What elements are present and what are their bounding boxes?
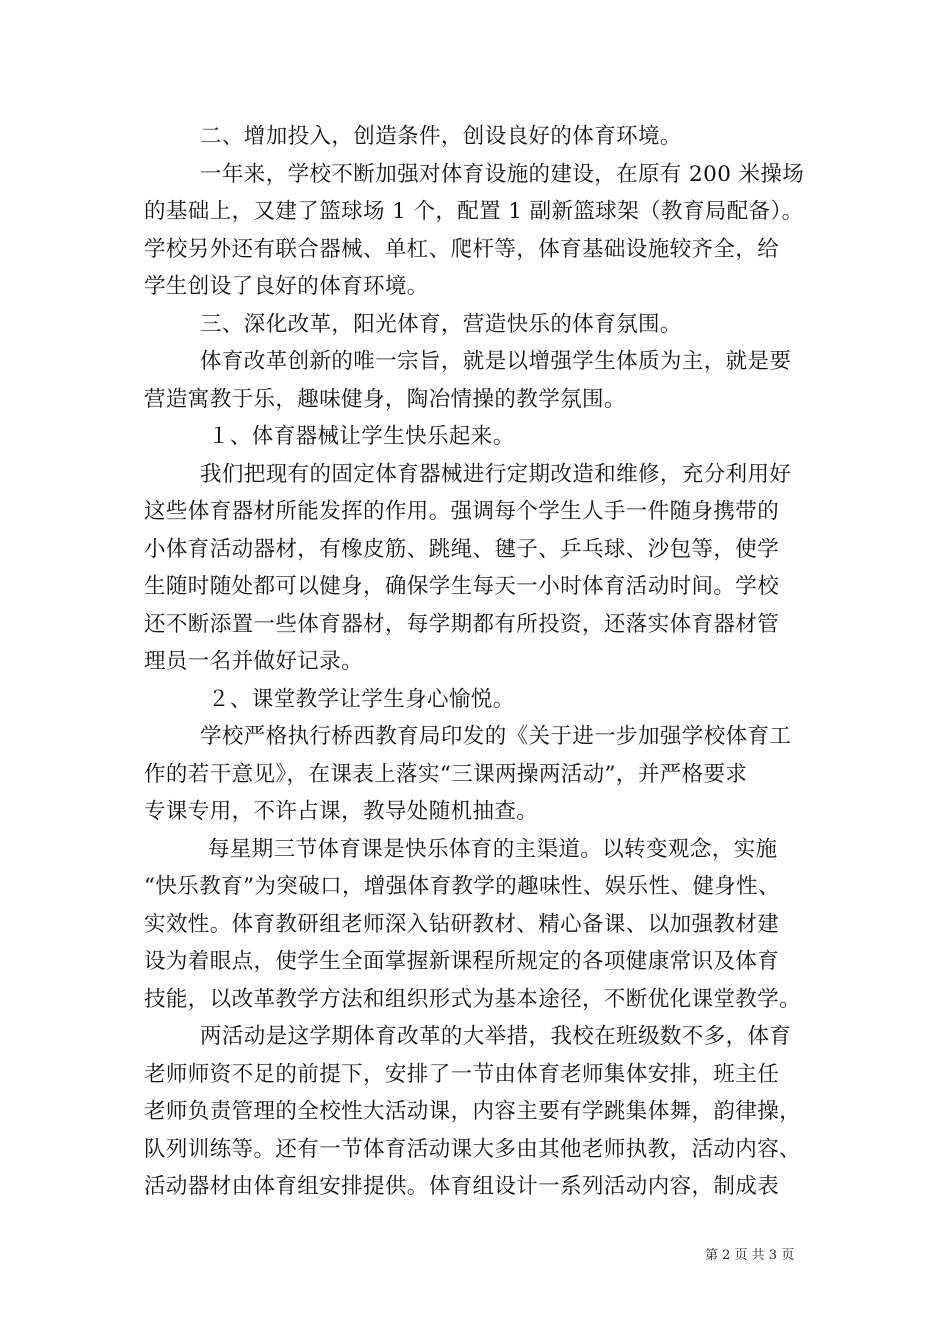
paragraph-line: 两活动是这学期体育改革的大举措，我校在班级数不多，体育 [200,1024,792,1049]
paragraph-line: 每星期三节体育课是快乐体育的主渠道。以转变观念，实施 [208,836,778,862]
paragraph-line: 实效性。体育教研组老师深入钻研教材、精心备课、以加强教材建 [144,911,780,937]
paragraph-line: 小体育活动器材，有橡皮筋、跳绳、毽子、乒乓球、沙包等，使学 [144,536,780,562]
paragraph-line: 营造寓教于乐，趣味健身，陶冶情操的教学氛围。 [144,386,626,412]
paragraph-line: 理员一名并做好记录。 [144,649,364,674]
paragraph-line: 学校另外还有联合器械、单杠、爬杆等，体育基础设施较齐全，给 [144,236,780,262]
paragraph-line: 体育改革创新的唯一宗旨，就是以增强学生体质为主，就是要 [200,349,792,374]
paragraph-line: 老师师资不足的前提下，安排了一节由体育老师集体安排，班主任 [144,1061,780,1087]
paragraph-line: 队列训练等。还有一节体育活动课大多由其他老师执教，活动内容、 [144,1136,802,1162]
paragraph-line: 这些体育器材所能发挥的作用。强调每个学生人手一件随身携带的 [144,499,780,524]
page-number-footer: 第 2 页 共 3 页 [705,1248,795,1263]
subheading-1: １、体育器械让学生快乐起来。 [208,424,515,449]
paragraph-line: 活动器材由体育组安排提供。体育组设计一系列活动内容，制成表 [144,1174,780,1199]
section-heading-3: 三、深化改革，阳光体育，营造快乐的体育氛围。 [200,311,682,337]
paragraph-line: 生随时随处都可以健身，确保学生每天一小时体育活动时间。学校 [144,574,780,599]
paragraph-line: 一年来，学校不断加强对体育设施的建设，在原有 200 米操场 [200,161,805,187]
paragraph-line: 学校严格执行桥西教育局印发的《关于进一步加强学校体育工 [200,724,792,749]
paragraph-line: 我们把现有的固定体育器械进行定期改造和维修，充分利用好 [200,461,792,487]
paragraph-line: 学生创设了良好的体育环境。 [144,274,429,299]
document-body [144,118,820,1206]
paragraph-line: 老师负责管理的全校性大活动课，内容主要有学跳集体舞，韵律操， [144,1099,802,1124]
paragraph-line: 设为着眼点，使学生全面掌握新课程所规定的各项健康常识及体育 [144,949,780,974]
subheading-2: ２、课堂教学让学生身心愉悦。 [208,686,515,712]
paragraph-line: 技能，以改革教学方法和组织形式为基本途径，不断优化课堂教学。 [144,986,802,1012]
paragraph-line: 作的若干意见》，在课表上落实“三课两操两活动”，并严格要求 [144,761,748,787]
paragraph-line: 专课专用，不许占课，教导处随机抽查。 [144,799,539,824]
paragraph-line: “快乐教育”为突破口，增强体育教学的趣味性、娱乐性、健身性、 [144,874,780,899]
paragraph-line: 还不断添置一些体育器材，每学期都有所投资，还落实体育器材管 [144,611,780,637]
section-heading-2: 二、增加投入，创造条件，创设良好的体育环境。 [200,124,682,149]
paragraph-line: 的基础上，又建了篮球场 1 个，配置 1 副新篮球架（教育局配备）。 [144,199,804,224]
